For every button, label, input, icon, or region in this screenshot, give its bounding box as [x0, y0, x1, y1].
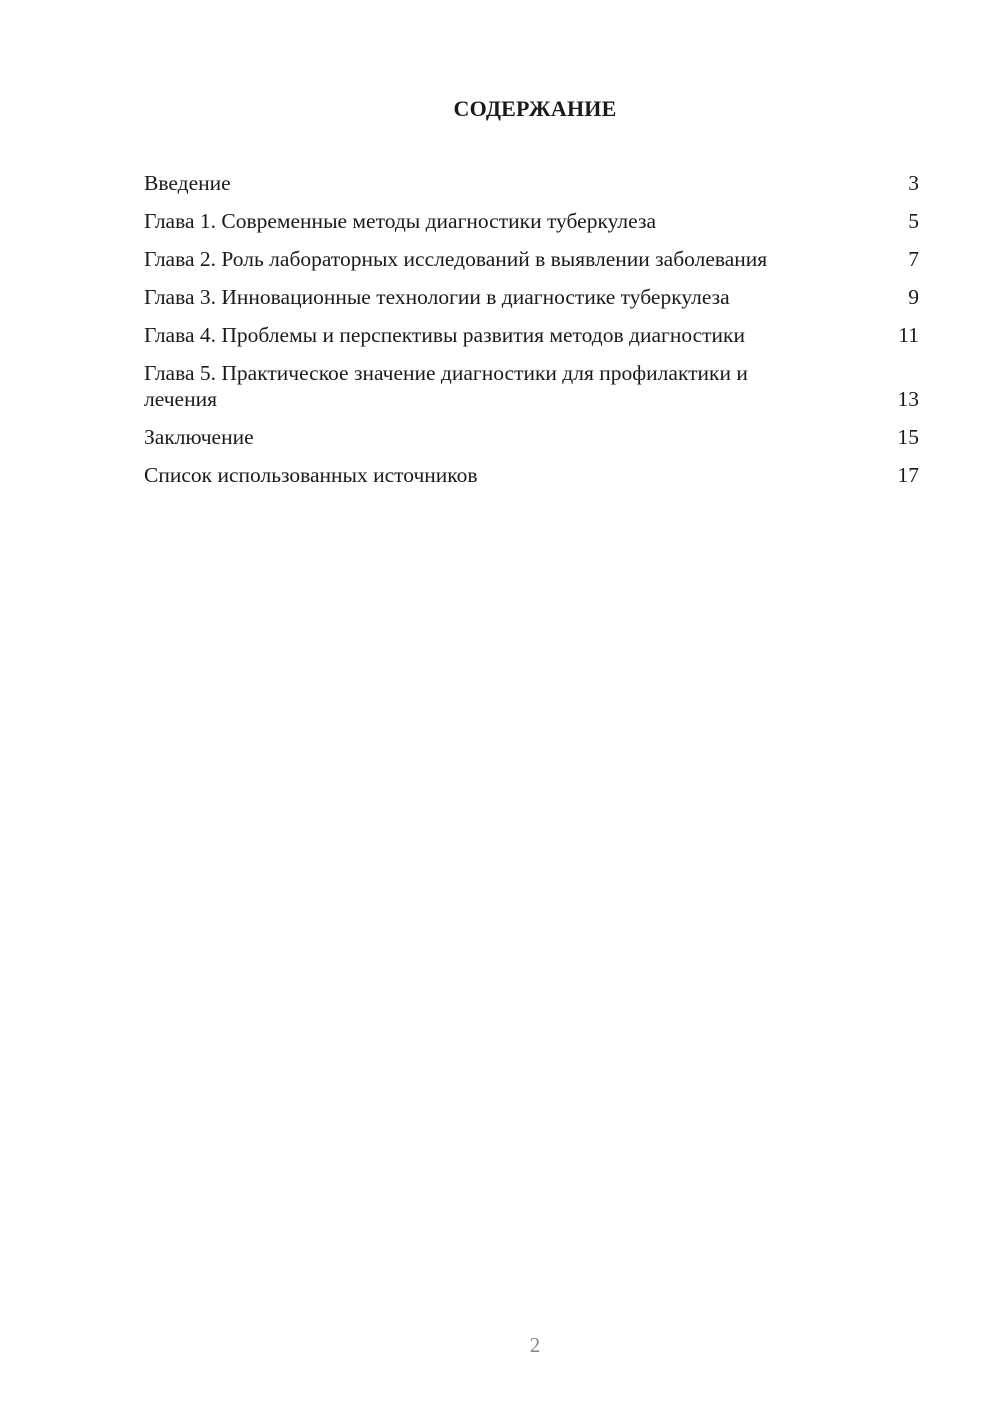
toc-entry-references: [144, 462, 919, 488]
toc-entry-text: Глава 2. Роль лабораторных исследований в выявлении заболевания: [144, 247, 768, 271]
toc-entry-page: 17: [897, 463, 919, 487]
toc-entry-text: Глава 4. Проблемы и перспективы развития методов диагностики: [144, 323, 746, 347]
toc-entry-page: 3: [908, 171, 919, 195]
toc-entry-conclusion: [144, 424, 919, 450]
toc-entry-chapter-5: [144, 360, 919, 412]
toc-entry-chapter-2: [144, 246, 919, 272]
toc-entry-page: 9: [908, 285, 919, 309]
toc-entry-chapter-1: [144, 208, 919, 234]
toc-entry-text: Глава 3. Инновационные технологии в диагностике туберкулеза: [144, 285, 730, 309]
page-title: СОДЕРЖАНИЕ: [453, 96, 617, 121]
toc-entry-text: Заключение: [144, 425, 254, 449]
table-of-contents: [144, 170, 919, 500]
toc-entry-text: Список использованных источников: [144, 463, 478, 487]
toc-entry-page: 13: [897, 387, 919, 411]
toc-entry-text: Глава 1. Современные методы диагностики туберкулеза: [144, 209, 656, 233]
toc-entry-chapter-4: [144, 322, 919, 348]
toc-entry-page: 5: [908, 209, 919, 233]
toc-entry-chapter-3: [144, 284, 919, 310]
toc-entry-page: 7: [908, 247, 919, 271]
toc-entry-introduction: [144, 170, 919, 196]
page-number: 2: [529, 1333, 541, 1357]
toc-entry-page: 11: [898, 323, 919, 347]
toc-entry-text: Введение: [144, 171, 231, 195]
toc-entry-page: 15: [897, 425, 919, 449]
toc-entry-text: Глава 5. Практическое значение диагностики для профилактики и лечения: [144, 361, 748, 411]
